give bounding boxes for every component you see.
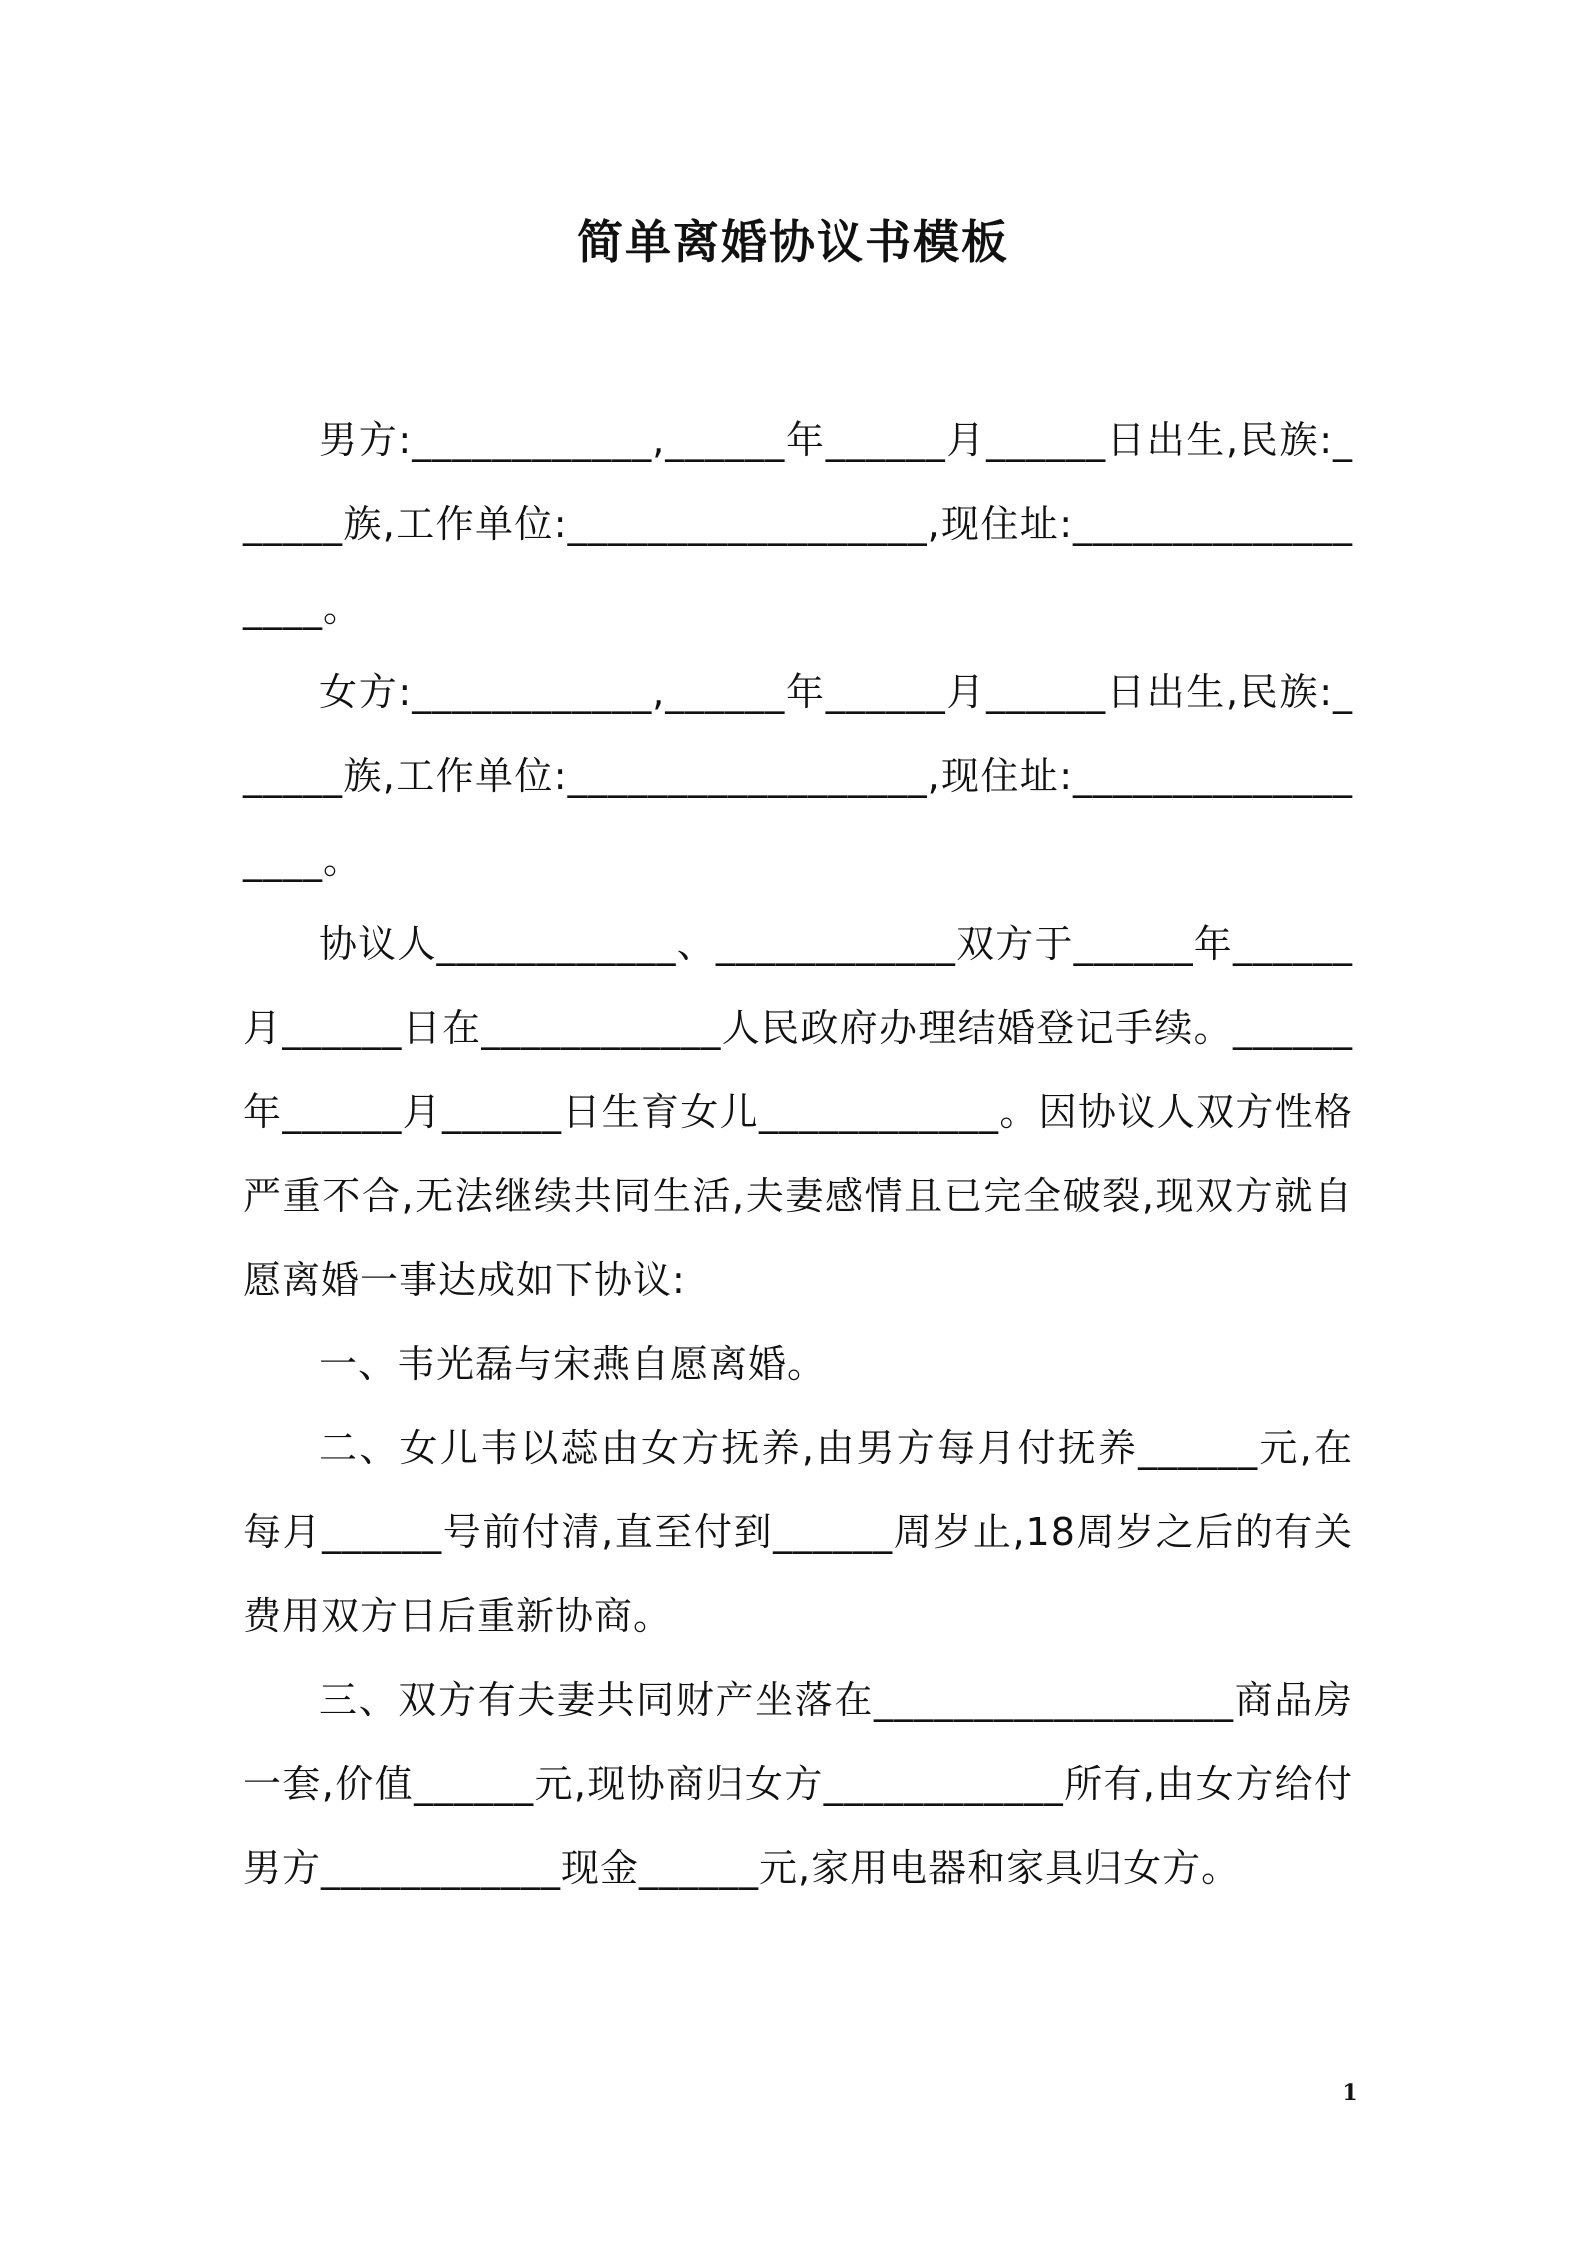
paragraph-male-party: 男方:____________,______年______月______日出生,民族:______族,工作单位:__________________,现住址:__________________。 (243, 418, 1353, 630)
paragraph-agreement-intro: 协议人____________、____________双方于______年______月______日在____________人民政府办理结婚登记手续。______年______月______日生育女儿____________。因协议人双方性格严重不合,无法继续共同生活,夫妻感情且已完全破裂,现双方就自愿离婚一事达成如下协议: (243, 922, 1353, 1302)
page-number: 1 (1342, 2080, 1358, 2106)
document-title: 简单离婚协议书模板 (577, 215, 1009, 269)
clause-1: 一、韦光磊与宋燕自愿离婚。 (319, 1342, 827, 1386)
document-body (243, 398, 1353, 1910)
paragraph-female-party: 女方:____________,______年______月______日出生,民族:______族,工作单位:__________________,现住址:__________________。 (243, 670, 1353, 882)
clause-3: 三、双方有夫妻共同财产坐落在__________________商品房一套,价值______元,现协商归女方____________所有,由女方给付男方____________现金______元,家用电器和家具归女方。 (243, 1678, 1353, 1890)
clause-2: 二、女儿韦以蕊由女方抚养,由男方每月付抚养______元,在每月______号前付清,直至付到______周岁止,18周岁之后的有关费用双方日后重新协商。 (243, 1426, 1353, 1638)
